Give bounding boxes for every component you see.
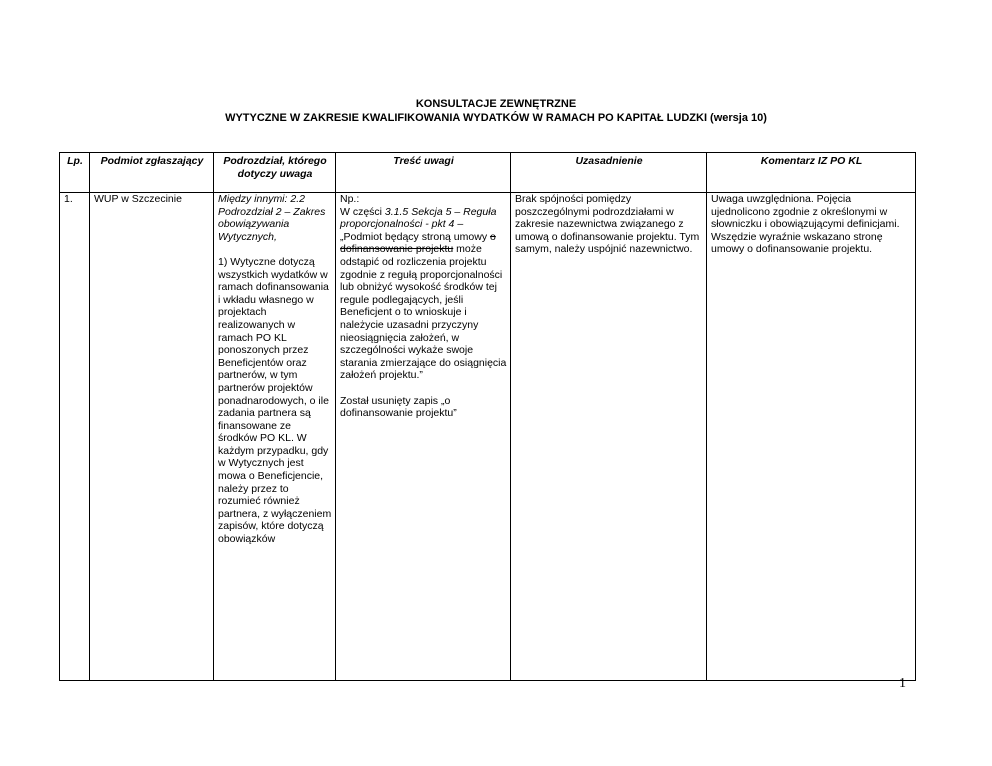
- col-header-podrozdzial: Podrozdział, którego dotyczy uwaga: [214, 153, 336, 193]
- table-row: [60, 193, 916, 681]
- tresc-np: Np.:: [340, 193, 360, 205]
- cell-tresc: [336, 193, 511, 681]
- document-subtitle: WYTYCZNE W ZAKRESIE KWALIFIKOWANIA WYDATKÓW W RAMACH PO KAPITAŁ LUDZKI (wersja 10): [225, 112, 767, 124]
- tresc-quote: W części 3.1.5 Sekcja 5 – Reguła proporcjonalności - pkt 4 – „Podmiot będący stroną umowy o dofinansowanie projektu może odstąpić od rozliczenia projektu zgodnie z regułą proporcjonalności lub obniżyć wysokość środków tej regule podlegających, jeśli Beneficjent o to wnioskuje i należycie uzasadni przyczyny nieosiągnięcia założeń, w szczególności wykaże swoje starania zmierzające do osiągnięcia założeń projektu.”: [340, 205, 507, 382]
- col-header-lp: Lp.: [60, 153, 90, 193]
- col-header-uzasadnienie: Uzasadnienie: [511, 153, 707, 193]
- col-header-tresc: Treść uwagi: [336, 153, 511, 193]
- document-title: KONSULTACJE ZEWNĘTRZNE: [415, 98, 577, 110]
- table-header-row: [60, 153, 916, 193]
- strikethrough-text: o dofinansowanie projektu: [340, 230, 496, 256]
- cell-lp: 1.: [60, 193, 90, 681]
- consultation-table: [59, 152, 916, 681]
- podrozdzial-reference: Między innymi: 2.2 Podrozdział 2 – Zakres obowiązywania Wytycznych,: [218, 193, 326, 243]
- cell-komentarz: Uwaga uwzględniona. Pojęcia ujednolicono zgodnie z określonymi w słowniczku i obowiązującymi definicjami. Wszędzie wyraźnie wskazano stronę umowy o dofinansowanie projektu.: [707, 193, 916, 681]
- tresc-note: Został usunięty zapis „o dofinansowanie projektu”: [340, 394, 457, 420]
- cell-podmiot: WUP w Szczecinie: [90, 193, 214, 681]
- col-header-komentarz: Komentarz IZ PO KL: [707, 153, 916, 193]
- podrozdzial-text: 1) Wytyczne dotyczą wszystkich wydatków w ramach dofinansowania i wkładu własnego w projektach realizowanych w ramach PO KL ponoszonych przez Beneficjentów oraz partnerów, w tym partnerów projektów ponadnarodowych, o ile zadania partnera są finansowane ze środków PO KL. W każdym przypadku, gdy w Wytycznych jest mowa o Beneficjencie, należy przez to rozumieć również partnera, z wyłączeniem zapisów, które dotyczą obowiązków: [218, 255, 332, 546]
- col-header-podmiot: Podmiot zgłaszający: [90, 153, 214, 193]
- cell-uzasadnienie: Brak spójności pomiędzy poszczególnymi podrozdziałami w zakresie nazewnictwa związanego z umową o dofinansowanie projektu. Tym samym, należy uspójnić nazewnictwo.: [511, 193, 707, 681]
- page-number: 1: [899, 676, 906, 691]
- cell-podrozdzial: [214, 193, 336, 681]
